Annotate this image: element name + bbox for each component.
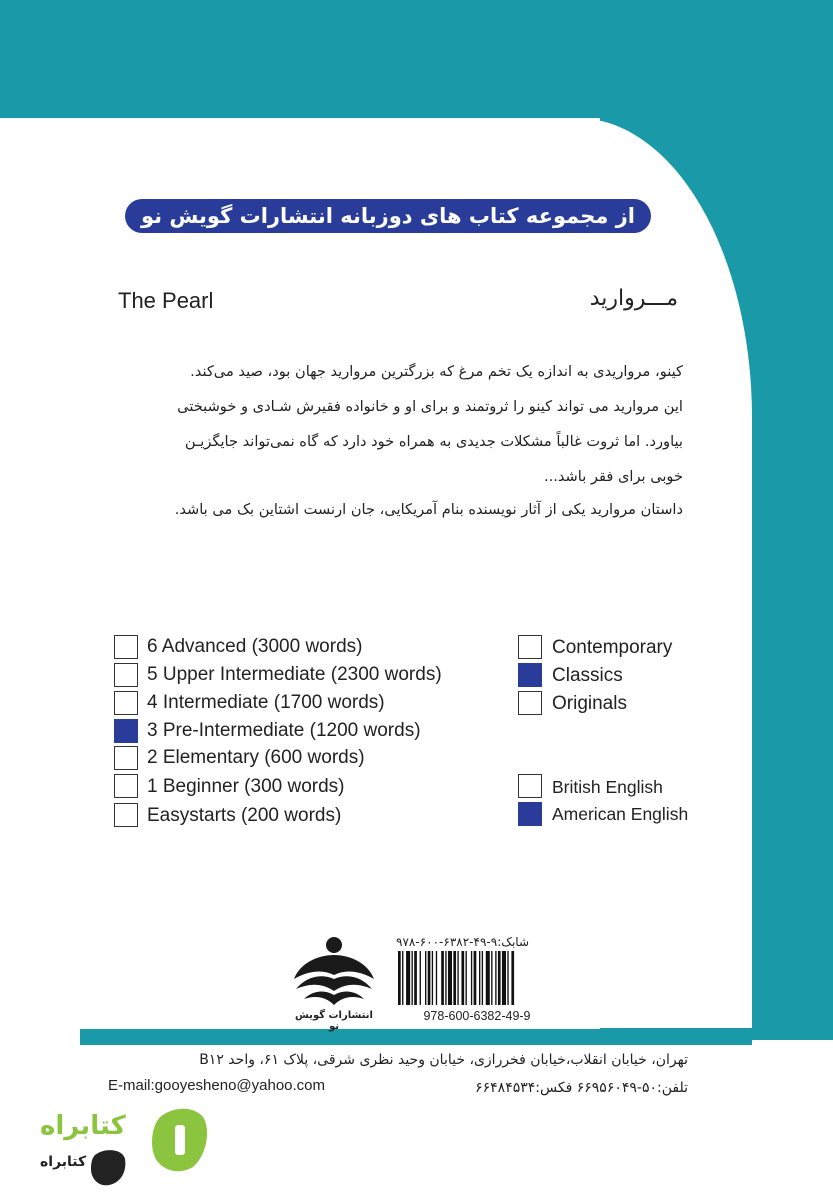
level-label: 4 Intermediate (1700 words) <box>147 692 385 713</box>
level-checkbox-pre-intermediate <box>114 719 138 743</box>
level-label: Easystarts (200 words) <box>147 805 342 826</box>
watermark-text-small: کتابراه <box>40 1154 87 1170</box>
variant-label: British English <box>552 777 663 797</box>
level-checkbox-upper-intermediate <box>114 663 138 687</box>
level-checkbox-beginner <box>114 774 138 798</box>
category-checkbox-classics <box>518 663 542 687</box>
publisher-address: تهران، خیابان انقلاب،خیابان فخررازی، خیابان وحید نظری شرقی، پلاک ۶۱، واحد B۱۲ <box>199 1052 688 1068</box>
level-label: 1 Beginner (300 words) <box>147 776 345 797</box>
level-checkbox-advanced <box>114 635 138 659</box>
book-title-english: The Pearl <box>118 288 214 313</box>
description-line: این مروارید می تواند کینو را ثروتمند و برای او و خانواده فقیرش شـادی و خوشبختی <box>177 398 683 415</box>
level-label: 3 Pre-Intermediate (1200 words) <box>147 720 421 741</box>
level-label: 6 Advanced (3000 words) <box>147 636 363 657</box>
publisher-logo-text: انتشارات گویش نو <box>295 1010 373 1032</box>
publisher-phone: تلفن:۵۰-۶۶۹۵۶۰۴۹ فکس:۶۶۴۸۴۵۳۴ <box>475 1080 688 1096</box>
description-line: داستان مروارید یکی از آثار نویسنده بنام آمریکایی، جان ارنست اشتاین بک می باشد. <box>174 501 683 518</box>
content-panel <box>0 118 752 1028</box>
description-line: خوبی برای فقر باشد... <box>543 468 683 485</box>
footer-divider-strip <box>80 1029 752 1045</box>
level-checkbox-easystarts <box>114 803 138 827</box>
book-title-persian: مـــروارید <box>589 286 678 311</box>
isbn-persian: شابک:۹-۴۹-۶۳۸۲-۶۰۰-۹۷۸ <box>396 935 530 949</box>
series-banner: از مجموعه کتاب های دوزبانه انتشارات گویش نو <box>125 199 651 233</box>
category-checkbox-contemporary <box>518 635 542 659</box>
category-label: Originals <box>552 693 627 714</box>
isbn-number: 978-600-6382-49-9 <box>423 1009 531 1023</box>
publisher-email: E-mail:gooyesheno@yahoo.com <box>108 1077 326 1094</box>
watermark-text: کتابراه <box>40 1111 126 1141</box>
level-label: 2 Elementary (600 words) <box>147 747 365 768</box>
category-label: Contemporary <box>552 637 673 658</box>
publisher-logo-icon <box>288 935 380 1011</box>
level-label: 5 Upper Intermediate (2300 words) <box>147 664 442 685</box>
description-line: کینو، مرواریدی به اندازه یک تخم مرغ که بزرگترین مروارید جهان بود، صید می‌کند. <box>190 363 683 380</box>
level-checkbox-elementary <box>114 746 138 770</box>
barcode-icon <box>396 951 558 1005</box>
variant-label: American English <box>552 804 689 824</box>
category-label: Classics <box>552 665 623 686</box>
description-line: بیاورد. اما ثروت غالباً مشکلات جدیدی به همراه خود دارد که گاه نمی‌تواند جایگزیـن <box>184 433 683 450</box>
watermark-logo-icon <box>25 1095 215 1190</box>
level-checkbox-intermediate <box>114 691 138 715</box>
variant-checkbox-american <box>518 802 542 826</box>
variant-checkbox-british <box>518 774 542 798</box>
category-checkbox-originals <box>518 691 542 715</box>
